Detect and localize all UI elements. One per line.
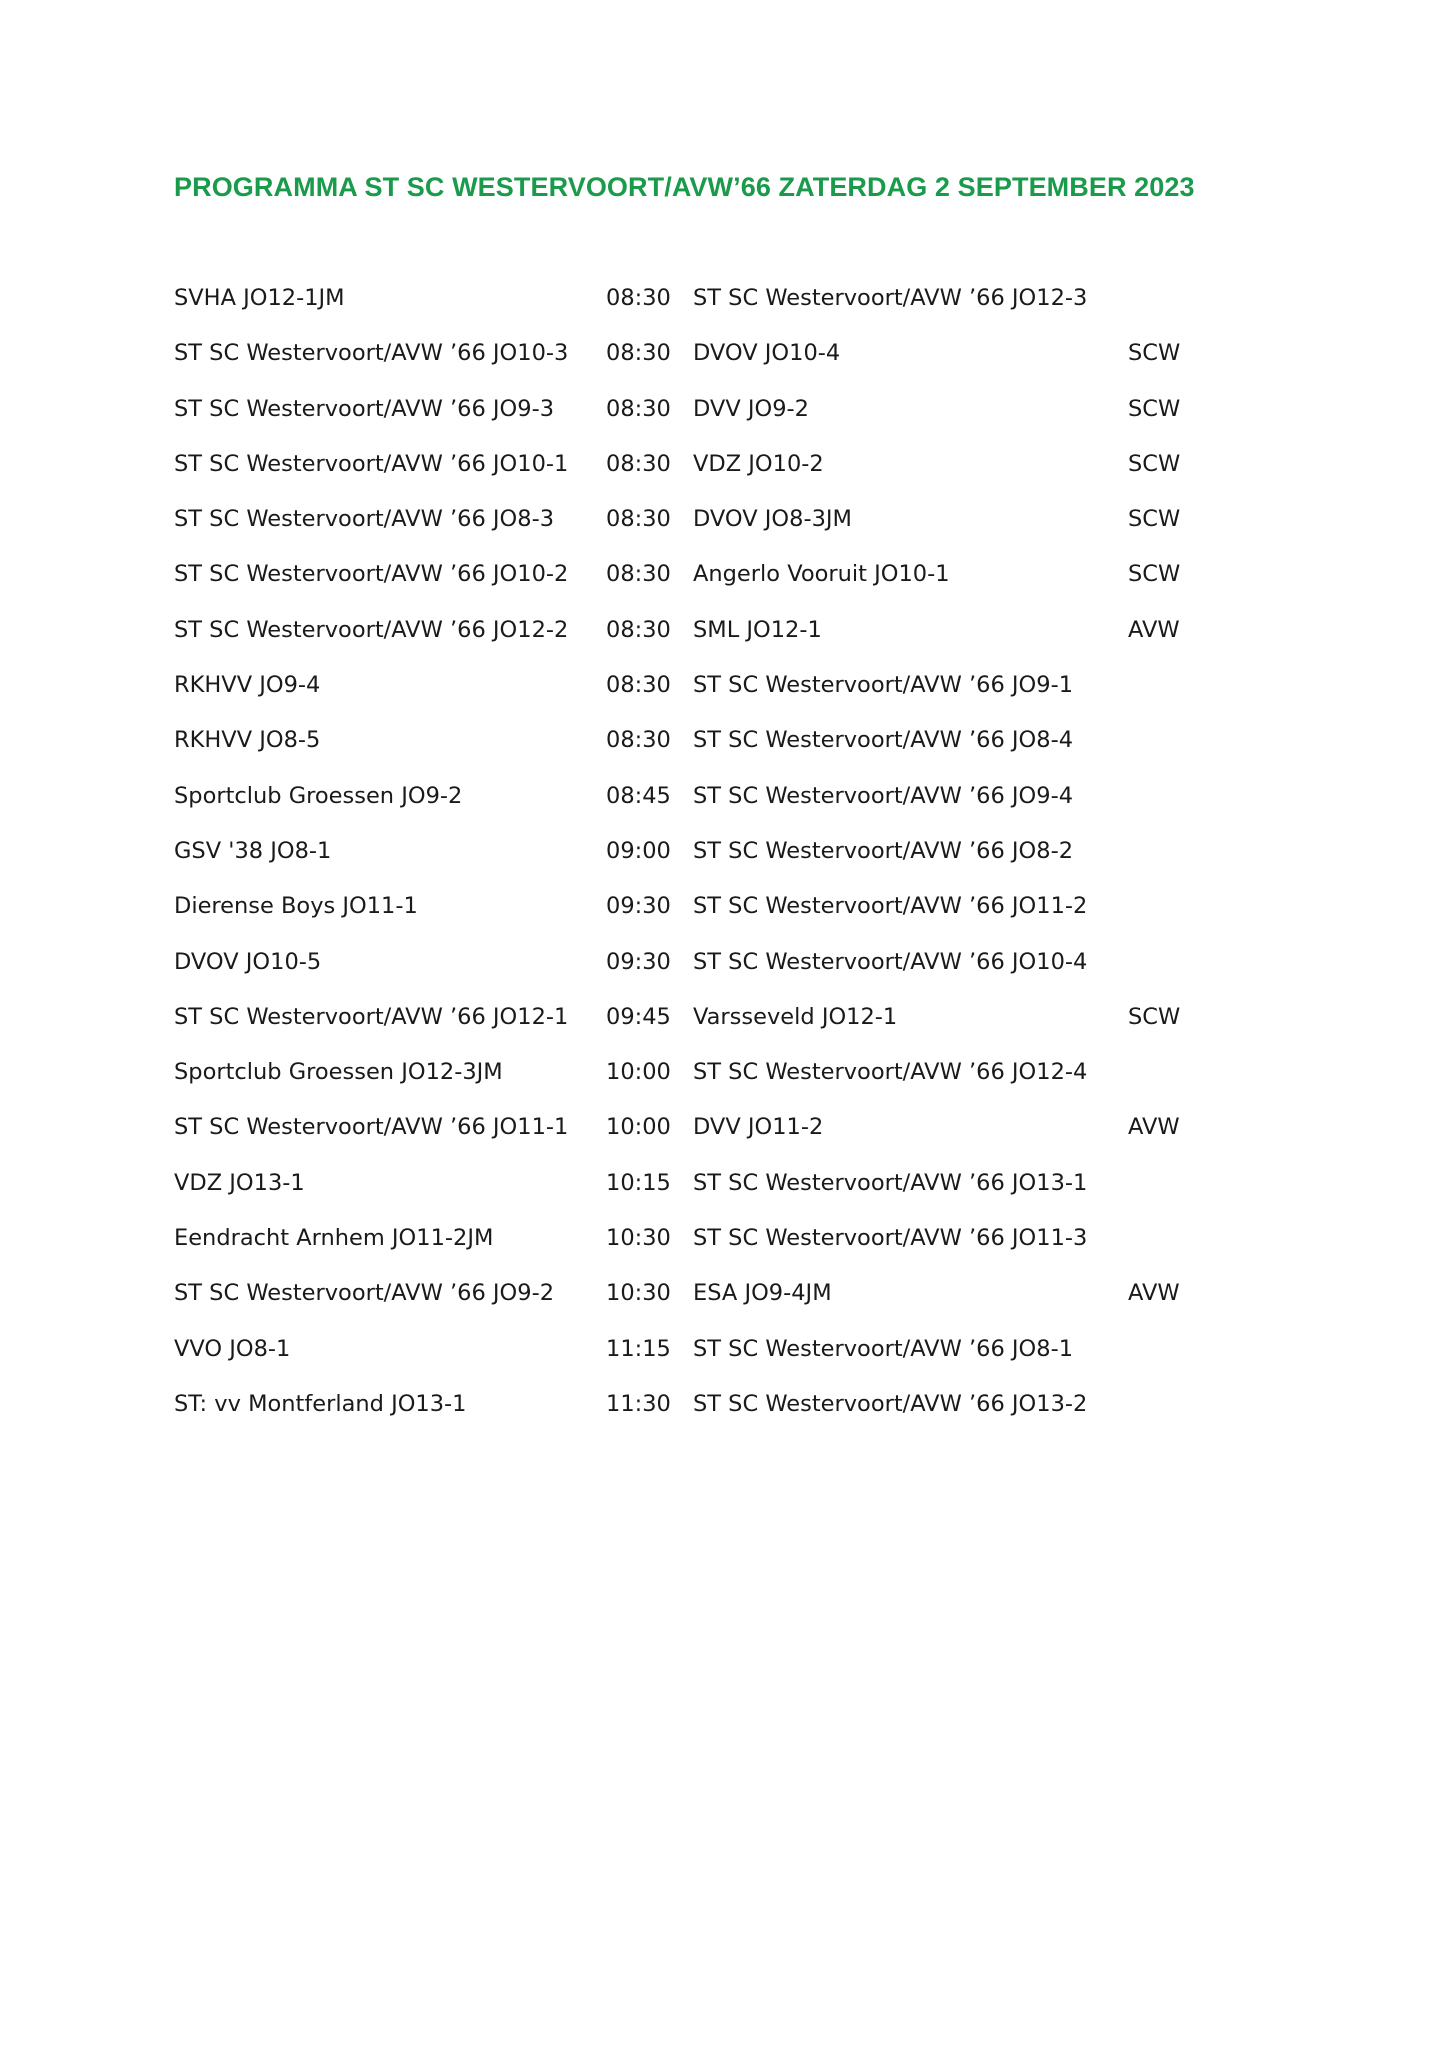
away-team: ST SC Westervoort/AVW ’66 JO9-1 xyxy=(693,672,1074,699)
kickoff-time: 08:30 xyxy=(606,506,671,533)
match-row xyxy=(174,1052,1294,1107)
venue-code: AVW xyxy=(1128,616,1180,643)
match-row xyxy=(174,942,1294,997)
away-team: DVOV JO10-4 xyxy=(693,340,841,367)
away-team: ST SC Westervoort/AVW ’66 JO8-1 xyxy=(693,1335,1074,1362)
away-team: VDZ JO10-2 xyxy=(693,450,824,477)
venue-code: SCW xyxy=(1128,561,1181,588)
venue-code: SCW xyxy=(1128,506,1181,533)
kickoff-time: 09:45 xyxy=(606,1003,671,1030)
kickoff-time: 08:30 xyxy=(606,727,671,754)
home-team: ST SC Westervoort/AVW ’66 JO12-2 xyxy=(174,616,569,643)
kickoff-time: 08:30 xyxy=(606,285,671,311)
home-team: GSV '38 JO8-1 xyxy=(174,837,332,864)
home-team: VVO JO8-1 xyxy=(174,1335,291,1362)
away-team: DVV JO11-2 xyxy=(693,1114,824,1141)
kickoff-time: 08:30 xyxy=(606,450,671,477)
away-team: ST SC Westervoort/AVW ’66 JO12-4 xyxy=(693,1059,1088,1086)
home-team: ST SC Westervoort/AVW ’66 JO10-2 xyxy=(174,561,569,588)
match-row xyxy=(174,1107,1294,1162)
venue-code: SCW xyxy=(1128,450,1181,477)
home-team: ST SC Westervoort/AVW ’66 JO10-1 xyxy=(174,450,569,477)
match-schedule xyxy=(174,278,1294,1439)
away-team: SML JO12-1 xyxy=(693,616,822,643)
venue-code: AVW xyxy=(1128,1280,1180,1307)
kickoff-time: 10:30 xyxy=(606,1280,671,1307)
home-team: SVHA JO12-1JM xyxy=(174,285,345,311)
kickoff-time: 08:30 xyxy=(606,672,671,699)
home-team: ST SC Westervoort/AVW ’66 JO11-1 xyxy=(174,1114,569,1141)
kickoff-time: 08:30 xyxy=(606,340,671,367)
kickoff-time: 09:30 xyxy=(606,948,671,975)
match-row xyxy=(174,776,1294,831)
venue-code: SCW xyxy=(1128,340,1181,367)
kickoff-time: 10:00 xyxy=(606,1059,671,1086)
home-team: VDZ JO13-1 xyxy=(174,1169,305,1196)
away-team: ST SC Westervoort/AVW ’66 JO13-2 xyxy=(693,1390,1088,1417)
home-team: ST: vv Montferland JO13-1 xyxy=(174,1390,467,1417)
venue-code: SCW xyxy=(1128,395,1181,422)
kickoff-time: 08:45 xyxy=(606,782,671,809)
match-row xyxy=(174,720,1294,775)
home-team: ST SC Westervoort/AVW ’66 JO9-2 xyxy=(174,1280,555,1307)
venue-code: AVW xyxy=(1128,1114,1180,1141)
away-team: ST SC Westervoort/AVW ’66 JO10-4 xyxy=(693,948,1088,975)
home-team: ST SC Westervoort/AVW ’66 JO10-3 xyxy=(174,340,569,367)
page-title: PROGRAMMA ST SC WESTERVOORT/AVW’66 ZATERDAG 2 SEPTEMBER 2023 xyxy=(174,172,1195,202)
away-team: Varsseveld JO12-1 xyxy=(693,1003,898,1030)
away-team: DVOV JO8-3JM xyxy=(693,506,852,533)
home-team: DVOV JO10-5 xyxy=(174,948,322,975)
match-row xyxy=(174,499,1294,554)
home-team: ST SC Westervoort/AVW ’66 JO9-3 xyxy=(174,395,555,422)
home-team: RKHVV JO9-4 xyxy=(174,672,321,699)
venue-code: SCW xyxy=(1128,1003,1181,1030)
home-team: Sportclub Groessen JO9-2 xyxy=(174,782,463,809)
home-team: ST SC Westervoort/AVW ’66 JO12-1 xyxy=(174,1003,569,1030)
kickoff-time: 10:30 xyxy=(606,1225,671,1252)
away-team: ST SC Westervoort/AVW ’66 JO12-3 xyxy=(693,285,1088,311)
kickoff-time: 09:30 xyxy=(606,893,671,920)
kickoff-time: 08:30 xyxy=(606,395,671,422)
away-team: DVV JO9-2 xyxy=(693,395,809,422)
match-row xyxy=(174,389,1294,444)
away-team: ST SC Westervoort/AVW ’66 JO8-2 xyxy=(693,837,1074,864)
match-row xyxy=(174,1384,1294,1439)
kickoff-time: 09:00 xyxy=(606,837,671,864)
home-team: Eendracht Arnhem JO11-2JM xyxy=(174,1225,494,1252)
away-team: ST SC Westervoort/AVW ’66 JO11-3 xyxy=(693,1225,1088,1252)
home-team: Dierense Boys JO11-1 xyxy=(174,893,418,920)
match-row xyxy=(174,1218,1294,1273)
home-team: Sportclub Groessen JO12-3JM xyxy=(174,1059,503,1086)
away-team: ST SC Westervoort/AVW ’66 JO13-1 xyxy=(693,1169,1088,1196)
match-row xyxy=(174,665,1294,720)
home-team: RKHVV JO8-5 xyxy=(174,727,321,754)
match-row xyxy=(174,886,1294,941)
match-row xyxy=(174,278,1294,333)
match-row xyxy=(174,610,1294,665)
kickoff-time: 08:30 xyxy=(606,561,671,588)
away-team: ESA JO9-4JM xyxy=(693,1280,832,1307)
kickoff-time: 11:30 xyxy=(606,1390,671,1417)
away-team: ST SC Westervoort/AVW ’66 JO11-2 xyxy=(693,893,1088,920)
match-row xyxy=(174,1163,1294,1218)
match-row xyxy=(174,831,1294,886)
away-team: Angerlo Vooruit JO10-1 xyxy=(693,561,950,588)
match-row xyxy=(174,554,1294,609)
away-team: ST SC Westervoort/AVW ’66 JO8-4 xyxy=(693,727,1074,754)
kickoff-time: 10:15 xyxy=(606,1169,671,1196)
match-row xyxy=(174,444,1294,499)
match-row xyxy=(174,1329,1294,1384)
home-team: ST SC Westervoort/AVW ’66 JO8-3 xyxy=(174,506,555,533)
kickoff-time: 08:30 xyxy=(606,616,671,643)
kickoff-time: 11:15 xyxy=(606,1335,671,1362)
match-row xyxy=(174,1273,1294,1328)
kickoff-time: 10:00 xyxy=(606,1114,671,1141)
away-team: ST SC Westervoort/AVW ’66 JO9-4 xyxy=(693,782,1074,809)
match-row xyxy=(174,997,1294,1052)
match-row xyxy=(174,333,1294,388)
